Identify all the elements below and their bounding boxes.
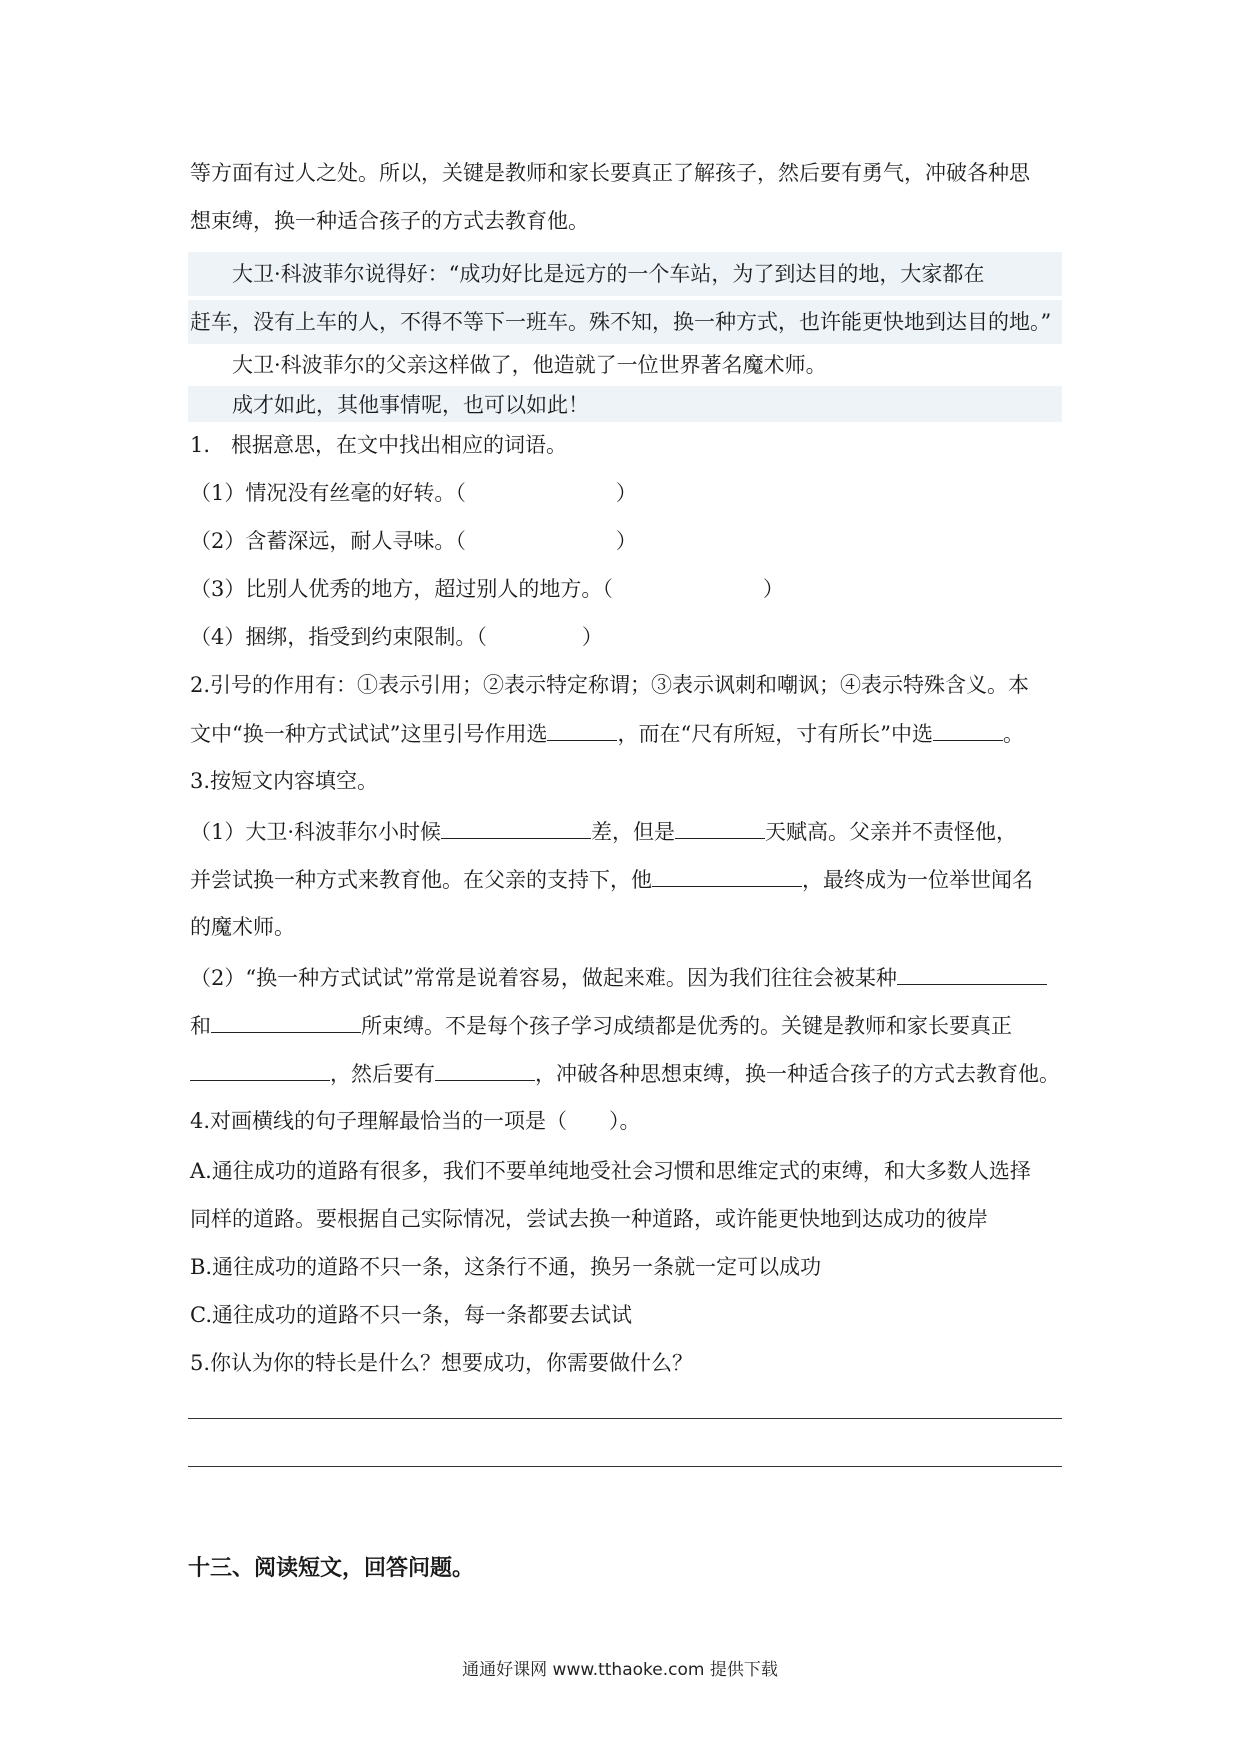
question-3-line: 和 所束缚。不是每个孩子学习成绩都是优秀的。关键是教师和家长要真正 [190,1010,1012,1041]
passage-line: 赶车，没有上车的人，不得不等下一班车。殊不知，换一种方式，也许能更快地到达目的地。” [190,310,1052,334]
passage-line: 想束缚，换一种适合孩子的方式去教育他。 [190,209,589,233]
question-1-item: （1）情况没有丝毫的好转。（ ） [190,481,637,505]
question-2-line: 2.引号的作用有：①表示引用；②表示特定称谓；③表示讽刺和嘲讽；④表示特殊含义。本 [190,673,1030,697]
option-a: A.通往成功的道路有很多，我们不要单纯地受社会习惯和思维定式的束缚，和大多数人选择 [190,1159,1031,1183]
question-3-stem: 3.按短文内容填空。 [190,769,379,793]
passage-line: 大卫·科波菲尔的父亲这样做了，他造就了一位世界著名魔术师。 [190,353,827,377]
fill-blank[interactable] [652,864,802,887]
question-3-line: （2）“换一种方式试试”常常是说着容易，做起来难。因为我们往往会被某种 [190,962,1047,993]
option-c: C.通往成功的道路不只一条，每一条都要去试试 [190,1303,632,1327]
question-1-stem: 1. 根据意思，在文中找出相应的词语。 [190,433,568,457]
fill-blank[interactable] [441,816,591,839]
option-b: B.通往成功的道路不只一条，这条行不通，换另一条就一定可以成功 [190,1255,822,1279]
question-1-item: （4）捆绑，指受到约束限制。（ ） [190,625,603,649]
fill-blank[interactable] [211,1010,361,1033]
passage-line: 大卫·科波菲尔说得好：“成功好比是远方的一个车站，为了到达目的地，大家都在 [190,262,985,286]
footer-credit: 通通好课网 www.tthaoke.com 提供下载 [462,1660,778,1680]
question-3-line: （1）大卫·科波菲尔小时候 差，但是 天赋高。父亲并不责怪他， [190,816,1017,847]
answer-line[interactable] [188,1418,1062,1419]
fill-blank[interactable] [675,816,765,839]
question-1-item: （3）比别人优秀的地方，超过别人的地方。（ ） [190,577,784,601]
fill-blank[interactable] [897,962,1047,985]
question-4-stem: 4.对画横线的句子理解最恰当的一项是（ ）。 [190,1109,641,1133]
question-3-line: 的魔术师。 [190,915,295,939]
section-title: 十三、阅读短文，回答问题。 [188,1555,475,1581]
fill-blank[interactable] [435,1058,535,1081]
fill-blank[interactable] [933,718,1003,741]
question-3-line: 并尝试换一种方式来教育他。在父亲的支持下，他 ，最终成为一位举世闻名 [190,864,1033,895]
question-5-stem: 5.你认为你的特长是什么？想要成功，你需要做什么？ [190,1351,694,1375]
passage-line: 成才如此，其他事情呢，也可以如此！ [190,393,589,417]
fill-blank[interactable] [190,1058,330,1081]
question-1-item: （2）含蓄深远，耐人寻味。（ ） [190,529,637,553]
question-2-line: 文中“换一种方式试试”这里引号作用选 ，而在“尺有所短，寸有所长”中选 。 [190,718,1024,749]
option-a: 同样的道路。要根据自己实际情况，尝试去换一种道路，或许能更快地到达成功的彼岸 [190,1207,988,1231]
answer-line[interactable] [188,1466,1062,1467]
passage-line: 等方面有过人之处。所以，关键是教师和家长要真正了解孩子，然后要有勇气，冲破各种思 [190,161,1030,185]
question-3-line: ，然后要有 ，冲破各种思想束缚，换一种适合孩子的方式去教育他。 [190,1058,1060,1089]
fill-blank[interactable] [547,718,617,741]
